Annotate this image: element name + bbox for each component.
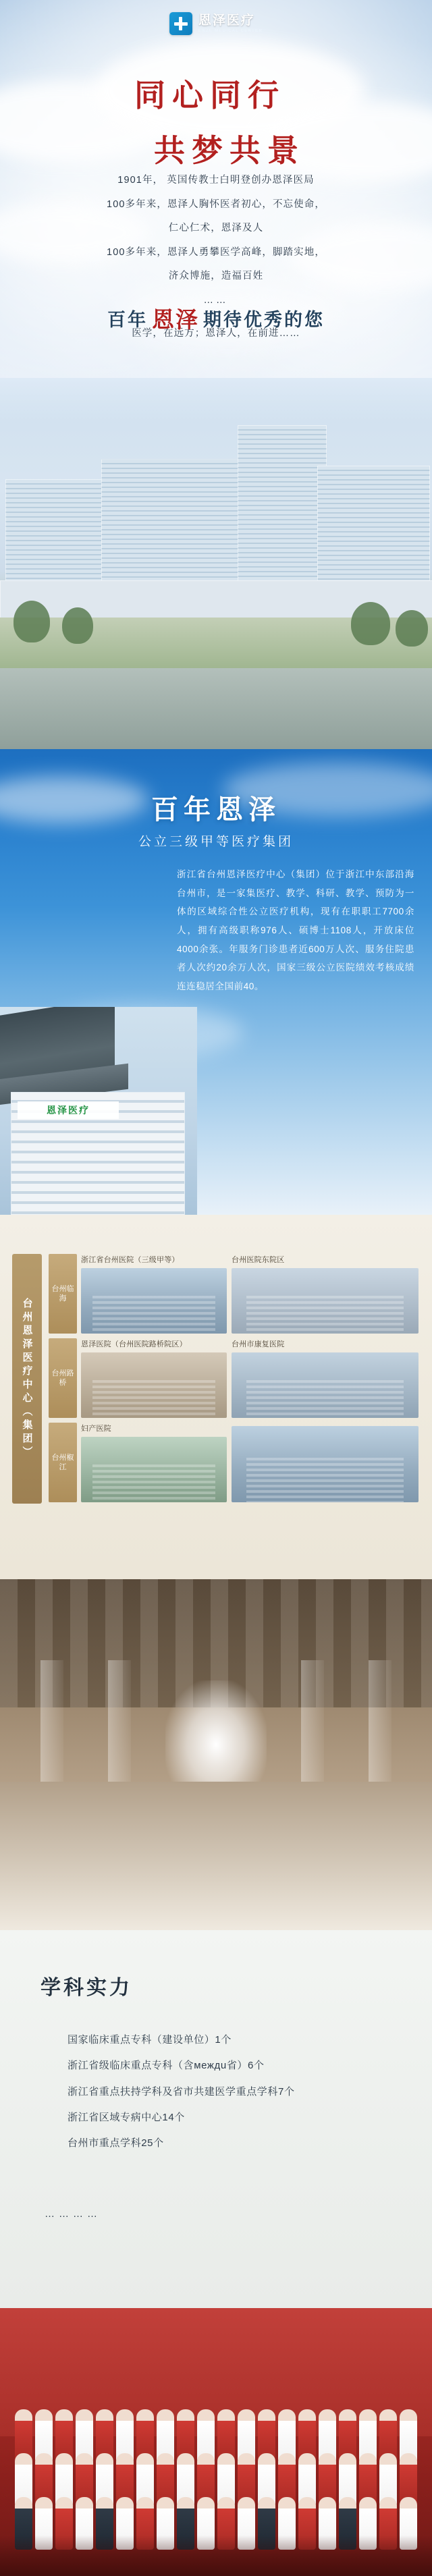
plaza xyxy=(0,668,432,749)
page-title xyxy=(0,71,432,171)
branch-photo xyxy=(232,1268,418,1334)
choir-photo-section xyxy=(0,2308,432,2576)
branch-photo xyxy=(81,1352,227,1418)
branch-photo xyxy=(81,1437,227,1502)
brand-text xyxy=(198,14,263,33)
list-item: 国家临床重点专科（建设单位）1个 xyxy=(68,2034,232,2046)
section-title: 学科实力 xyxy=(40,1977,132,1999)
hero-title-line2: 共梦共景 xyxy=(154,134,305,168)
branch-name: 台州医院东院区 xyxy=(232,1256,285,1264)
group-intro-section xyxy=(0,749,432,1215)
branch-name: 妇产医院 xyxy=(81,1425,111,1433)
branch-row[interactable] xyxy=(49,1423,418,1502)
building-block xyxy=(238,425,327,602)
branch-list xyxy=(49,1254,418,1505)
branch-row[interactable] xyxy=(49,1254,418,1334)
branch-photo xyxy=(232,1352,418,1418)
branch-photo xyxy=(232,1426,418,1502)
group-building-photo xyxy=(0,1007,197,1215)
branch-photo xyxy=(81,1268,227,1334)
branch-name: 浙江省台州医院（三级甲等） xyxy=(81,1256,180,1264)
tree-decor xyxy=(396,610,428,647)
hero-paragraph: 100多年来，恩泽人勇攀医学高峰，脚踏实地， xyxy=(107,246,325,258)
list-item: 台州市重点学科25个 xyxy=(68,2137,164,2149)
branch-city-tag: 台州路桥 xyxy=(49,1338,77,1418)
hero-paragraph: 济众博施，造福百姓 xyxy=(168,271,264,282)
branch-city-tag: 台州椒江 xyxy=(49,1423,77,1502)
slogan-prefix: 百年 xyxy=(107,310,148,330)
corridor-photo-section xyxy=(0,1579,432,1930)
group-title: 百年恩泽 xyxy=(151,794,281,825)
branch-name: 恩泽医院（台州医院路桥院区） xyxy=(81,1340,187,1348)
hero-slogan xyxy=(0,302,432,334)
floor-decor xyxy=(0,1782,432,1930)
branch-row[interactable] xyxy=(49,1338,418,1418)
medical-cross-icon xyxy=(169,12,192,35)
hero-title-line1: 同心同行 xyxy=(134,78,286,113)
hero-paragraph: 1901年， 英国传教士白明登创办恩泽医局 xyxy=(117,175,315,186)
branch-name: 台州市康复医院 xyxy=(232,1340,285,1348)
tree-decor xyxy=(14,601,50,642)
group-description: 浙江省台州恩泽医疗中心（集团）位于浙江中东部沿海台州市，是一家集医疗、教学、科研、教学、预防为一体的区域综合性公立医疗机构，现有在职职工7700余人，拥有高级职称976人、硕博士1108人，开放床位4000余张。年服务门诊患者近600万人次、服务住院患者人次约20余万人次，国家三级公立医院绩效考核成绩连连稳居全国前40。 xyxy=(177,869,414,992)
strength-section xyxy=(0,1930,432,2308)
list-item: 浙江省级临床重点专科（含междu省）6个 xyxy=(68,2060,265,2072)
brand-name-cn: 恩泽医疗 xyxy=(198,13,255,28)
tree-decor xyxy=(62,607,93,644)
hero-paragraph: 医学，在远方；恩泽人，在前进…… xyxy=(132,328,300,339)
branch-section xyxy=(0,1215,432,1579)
group-subtitle: 公立三级甲等医疗集团 xyxy=(138,835,294,849)
hero-paragraph-ellipsis: …… xyxy=(203,294,229,306)
building-sign: 恩泽医疗 xyxy=(18,1101,119,1119)
branch-group-tab xyxy=(12,1254,42,1504)
hero-paragraph: 仁心仁术，恩泽及人 xyxy=(168,223,264,234)
photo-vignette xyxy=(0,2536,432,2576)
branch-city-tag: 台州临海 xyxy=(49,1254,77,1334)
brand-logo xyxy=(0,12,432,35)
branch-group-tab-label: 台州恩泽医疗中心（集团） xyxy=(21,1298,33,1460)
hero-hospital-photo xyxy=(0,378,432,749)
hero-paragraph: 100多年来，恩泽人胸怀医者初心，不忘使命， xyxy=(107,198,325,210)
strength-ellipsis: ………… xyxy=(45,2208,101,2220)
hero-section xyxy=(0,0,432,749)
brand-name-en: ENZE MEDICAL CENTER xyxy=(198,28,263,33)
slogan-highlight: 恩泽 xyxy=(152,308,199,333)
list-item: 浙江省重点扶持学科及省市共建医学重点学科7个 xyxy=(68,2085,295,2098)
tree-decor xyxy=(351,602,390,645)
slogan-suffix: 期待优秀的您 xyxy=(203,310,325,330)
strength-list xyxy=(40,2027,418,2156)
list-item: 浙江省区域专病中心14个 xyxy=(68,2111,185,2123)
